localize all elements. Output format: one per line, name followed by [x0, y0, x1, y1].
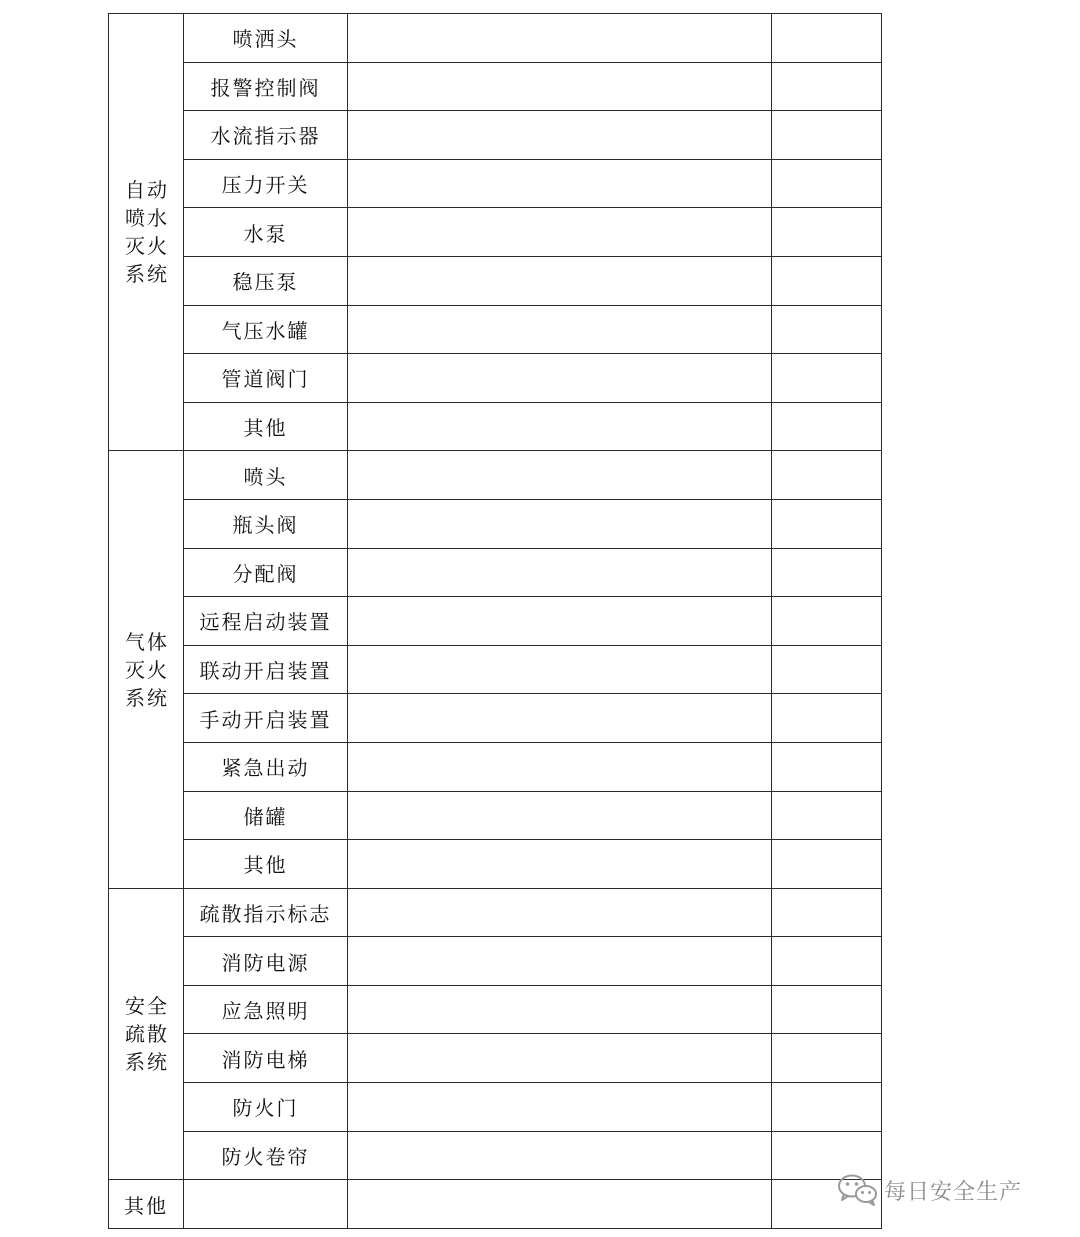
- table-row: [109, 402, 882, 451]
- remark-cell[interactable]: [772, 985, 882, 1034]
- table-row: [109, 597, 882, 646]
- item-cell: 喷头: [184, 451, 348, 500]
- content-cell[interactable]: [348, 159, 772, 208]
- item-cell: 水泵: [184, 208, 348, 257]
- remark-cell[interactable]: [772, 694, 882, 743]
- table-row: [109, 1034, 882, 1083]
- content-cell[interactable]: [348, 742, 772, 791]
- remark-cell[interactable]: [772, 62, 882, 111]
- table-row: [109, 548, 882, 597]
- remark-cell[interactable]: [772, 402, 882, 451]
- item-cell: 防火卷帘: [184, 1131, 348, 1180]
- table-row: [109, 159, 882, 208]
- remark-cell[interactable]: [772, 937, 882, 986]
- table-row: [109, 791, 882, 840]
- remark-cell[interactable]: [772, 111, 882, 160]
- category-label: 自动喷水灭火系统: [125, 178, 169, 287]
- table-row: [109, 14, 882, 63]
- remark-cell[interactable]: [772, 645, 882, 694]
- item-cell: 管道阀门: [184, 354, 348, 403]
- remark-cell[interactable]: [772, 840, 882, 889]
- table-row: [109, 451, 882, 500]
- table-row: [109, 305, 882, 354]
- item-cell: 远程启动装置: [184, 597, 348, 646]
- category-cell: [109, 14, 184, 451]
- content-cell[interactable]: [348, 62, 772, 111]
- item-cell: 瓶头阀: [184, 499, 348, 548]
- table-row: [109, 1131, 882, 1180]
- content-cell[interactable]: [348, 451, 772, 500]
- item-cell: 联动开启装置: [184, 645, 348, 694]
- remark-cell[interactable]: [772, 742, 882, 791]
- table-row: [109, 937, 882, 986]
- content-cell[interactable]: [348, 645, 772, 694]
- content-cell[interactable]: [348, 1131, 772, 1180]
- item-cell: 疏散指示标志: [184, 888, 348, 937]
- content-cell[interactable]: [348, 1180, 772, 1229]
- content-cell[interactable]: [348, 14, 772, 63]
- table-row: [109, 256, 882, 305]
- category-cell: [109, 451, 184, 888]
- content-cell[interactable]: [348, 888, 772, 937]
- remark-cell[interactable]: [772, 256, 882, 305]
- content-cell[interactable]: [348, 548, 772, 597]
- remark-cell[interactable]: [772, 305, 882, 354]
- remark-cell[interactable]: [772, 159, 882, 208]
- item-cell: 气压水罐: [184, 305, 348, 354]
- item-cell: 压力开关: [184, 159, 348, 208]
- content-cell[interactable]: [348, 256, 772, 305]
- content-cell[interactable]: [348, 1083, 772, 1132]
- table-row: [109, 1083, 882, 1132]
- remark-cell[interactable]: [772, 354, 882, 403]
- item-cell: 喷洒头: [184, 14, 348, 63]
- item-cell: 报警控制阀: [184, 62, 348, 111]
- content-cell[interactable]: [348, 305, 772, 354]
- item-cell: 紧急出动: [184, 742, 348, 791]
- remark-cell[interactable]: [772, 14, 882, 63]
- remark-cell[interactable]: [772, 499, 882, 548]
- table-row: [109, 888, 882, 937]
- watermark-text: 每日安全生产: [884, 1179, 1023, 1205]
- item-cell: 水流指示器: [184, 111, 348, 160]
- content-cell[interactable]: [348, 111, 772, 160]
- content-cell[interactable]: [348, 354, 772, 403]
- watermark: [836, 1170, 1022, 1210]
- remark-cell[interactable]: [772, 1083, 882, 1132]
- item-cell: 防火门: [184, 1083, 348, 1132]
- item-cell: 其他: [184, 402, 348, 451]
- table-row: [109, 694, 882, 743]
- remark-cell[interactable]: [772, 208, 882, 257]
- table-row-other: [109, 1180, 882, 1229]
- remark-cell[interactable]: [772, 791, 882, 840]
- table-row: [109, 208, 882, 257]
- content-cell[interactable]: [348, 937, 772, 986]
- table-row: [109, 840, 882, 889]
- table-row: [109, 354, 882, 403]
- item-cell: 消防电源: [184, 937, 348, 986]
- content-cell[interactable]: [348, 840, 772, 889]
- table-row: [109, 645, 882, 694]
- content-cell[interactable]: [348, 1034, 772, 1083]
- item-cell: 储罐: [184, 791, 348, 840]
- item-cell: 分配阀: [184, 548, 348, 597]
- table-row: [109, 111, 882, 160]
- item-cell: 手动开启装置: [184, 694, 348, 743]
- content-cell[interactable]: [348, 208, 772, 257]
- remark-cell[interactable]: [772, 451, 882, 500]
- content-cell[interactable]: [348, 402, 772, 451]
- category-cell: [109, 888, 184, 1180]
- table-row: [109, 62, 882, 111]
- table-row: [109, 499, 882, 548]
- item-cell: 稳压泵: [184, 256, 348, 305]
- content-cell[interactable]: [348, 985, 772, 1034]
- content-cell[interactable]: [348, 597, 772, 646]
- other-category-label: 其他: [109, 1180, 184, 1229]
- item-cell: [184, 1180, 348, 1229]
- content-cell[interactable]: [348, 499, 772, 548]
- item-cell: 应急照明: [184, 985, 348, 1034]
- remark-cell[interactable]: [772, 548, 882, 597]
- item-cell: 消防电梯: [184, 1034, 348, 1083]
- remark-cell[interactable]: [772, 888, 882, 937]
- wechat-icon: [836, 1173, 880, 1207]
- remark-cell[interactable]: [772, 1034, 882, 1083]
- table-row: [109, 985, 882, 1034]
- content-cell[interactable]: [348, 694, 772, 743]
- table-row: [109, 742, 882, 791]
- content-cell[interactable]: [348, 791, 772, 840]
- item-cell: 其他: [184, 840, 348, 889]
- category-label: 气体灭火系统: [125, 629, 169, 710]
- inspection-table-body: [109, 14, 882, 1229]
- category-label: 安全疏散系统: [125, 993, 169, 1074]
- inspection-table: [108, 13, 882, 1229]
- remark-cell[interactable]: [772, 597, 882, 646]
